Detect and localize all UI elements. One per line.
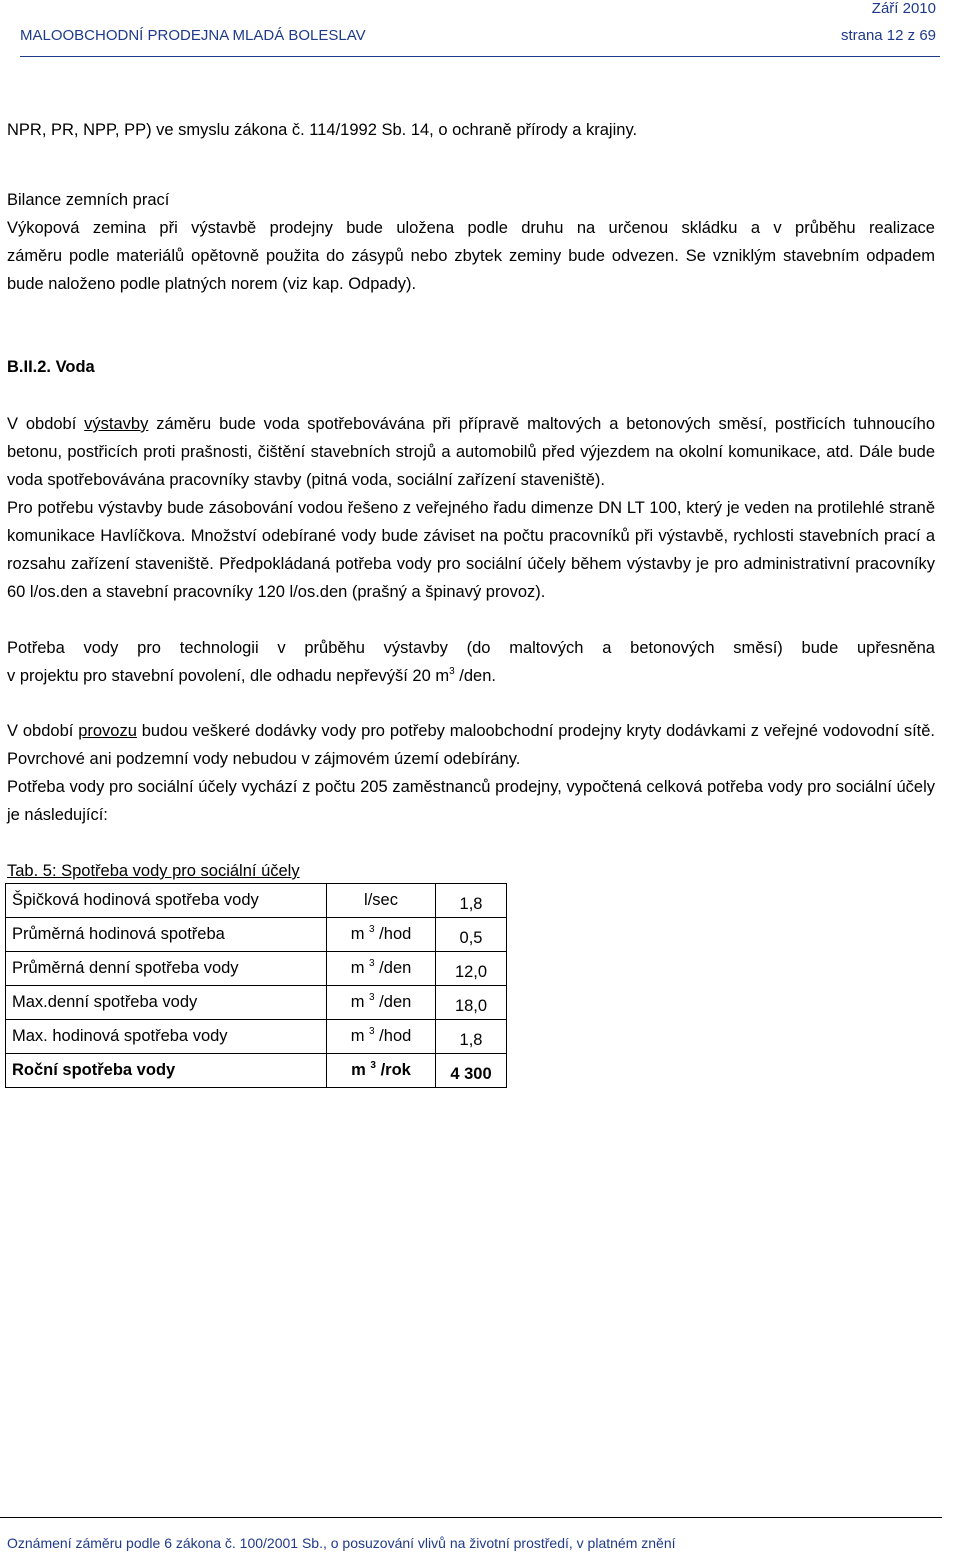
unit-text: m — [350, 959, 370, 977]
operation-p1-pre: V období — [7, 722, 79, 740]
value-text: 12,0 — [454, 963, 488, 981]
construction-p1-pre: V období — [7, 415, 85, 433]
table-row — [6, 884, 507, 918]
table-row — [6, 952, 507, 986]
unit-superscript: 3 — [369, 924, 375, 935]
table-cell-label: Průměrná denní spotřeba vody — [6, 952, 327, 986]
table-caption — [7, 857, 300, 885]
table-cell-value — [436, 986, 507, 1020]
operation-paragraph-1 — [7, 717, 935, 773]
construction-paragraph-3-line2 — [7, 662, 935, 690]
unit-text: m — [351, 1061, 371, 1079]
table-row — [6, 1054, 507, 1088]
table-caption-text: Tab. 5: Spotřeba vody pro sociální účely — [7, 862, 300, 880]
earthworks-text-line1: Výkopová zemina při výstavbě prodejny bude uložena podle druhu na určenou skládku a v průběhu realizace — [7, 219, 935, 237]
table-cell-unit — [327, 1020, 436, 1054]
intro-line: NPR, PR, NPP, PP) ve smyslu zákona č. 114/1992 Sb. 14, o ochraně přírody a krajiny. — [7, 121, 638, 139]
unit-suffix: /den — [374, 959, 412, 977]
section-heading: B.II.2. Voda — [7, 358, 95, 376]
table-cell-unit — [327, 1054, 436, 1088]
table-row — [6, 1020, 507, 1054]
unit-superscript: 3 — [370, 1060, 376, 1071]
construction-p1-post: záměru bude voda spotřebovávána při přípravě maltových a betonových směsí, postřicích tuhnoucího betonu, postřicích proti prašnosti, čištění stavebních strojů a automobilů před výjezdem na okolní komunikace, atd. Dále bude voda spotřebovávána pracovníky stavby (pitná voda, sociální zařízení staveniště). — [7, 415, 936, 489]
construction-p1-underlined: výstavby — [84, 415, 149, 433]
unit-text: m — [350, 925, 370, 943]
header-divider — [20, 56, 940, 57]
footer-divider — [0, 1517, 942, 1518]
unit-suffix: /den — [374, 993, 412, 1011]
construction-paragraph-2: Pro potřebu výstavby bude zásobování vodou řešeno z veřejného řadu dimenze DN LT 100, který je veden na protilehlé straně komunikace Havlíčkova. Množství odebírané vody bude záviset na počtu pracovníků při výstavbě, rychlosti stavebních prací a rozsahu zařízení staveniště. Předpokládaná potřeba vody pro sociální účely během výstavby je pro administrativní pracovníky 60 l/os.den a stavební pracovníky 120 l/os.den (prašný a špinavý provoz). — [7, 499, 935, 601]
unit-superscript: 3 — [369, 1026, 375, 1037]
value-text: 1,8 — [459, 1031, 483, 1049]
table-cell-label: Špičková hodinová spotřeba vody — [6, 884, 327, 918]
operation-p1-underlined: provozu — [78, 722, 137, 740]
footer-text: Oznámení záměru podle 6 zákona č. 100/2001 Sb., o posuzování vlivů na životní prostředí, v platném znění — [7, 1535, 676, 1551]
unit-text: l/sec — [364, 891, 398, 909]
table-cell-unit — [327, 918, 436, 952]
value-text: 18,0 — [454, 997, 488, 1015]
unit-suffix: /rok — [375, 1061, 411, 1079]
header-page-number: strana 12 z 69 — [840, 27, 936, 44]
table-row — [6, 986, 507, 1020]
value-text: 0,5 — [459, 929, 483, 947]
table-row — [6, 918, 507, 952]
table-cell-value — [436, 918, 507, 952]
water-consumption-table — [5, 883, 507, 1088]
table-cell-unit — [327, 986, 436, 1020]
unit-superscript: 3 — [369, 992, 375, 1003]
table-cell-label: Průměrná hodinová spotřeba — [6, 918, 327, 952]
construction-paragraph-1 — [7, 410, 935, 494]
unit-suffix: /hod — [374, 1027, 412, 1045]
unit-text: m — [350, 993, 370, 1011]
unit-superscript: 3 — [369, 958, 375, 969]
header-company: MALOOBCHODNÍ PRODEJNA MLADÁ BOLESLAV — [20, 27, 366, 44]
unit-text: m — [350, 1027, 370, 1045]
table-cell-unit — [327, 884, 436, 918]
value-text: 1,8 — [459, 895, 483, 913]
construction-paragraph-3-line1: Potřeba vody pro technologii v průběhu výstavby (do maltových a betonových směsí) bude upřesněna — [7, 639, 935, 657]
table-cell-value — [436, 1020, 507, 1054]
table-cell-value — [436, 1054, 507, 1088]
table-cell-value — [436, 952, 507, 986]
construction-p3-pre: v projektu pro stavební povolení, dle odhadu nepřevýší 20 m — [7, 667, 450, 685]
earthworks-heading: Bilance zemních prací — [7, 191, 170, 209]
table-cell-value — [436, 884, 507, 918]
construction-p3-post: /den. — [454, 667, 496, 685]
table-cell-label: Max.denní spotřeba vody — [6, 986, 327, 1020]
table-cell-unit — [327, 952, 436, 986]
operation-p1-post: budou veškeré dodávky vody pro potřeby maloobchodní prodejny kryty dodávkami z veřejné vodovodní sítě. Povrchové ani podzemní vody nebudou v zájmovém území odebírány. — [7, 722, 935, 768]
earthworks-text: záměru podle materiálů opětovně použita do zásypů nebo zbytek zeminy bude odvezen. Se vzniklým stavebním odpadem bude naloženo podle platných norem (viz kap. Odpady). — [7, 247, 935, 293]
table-cell-label: Roční spotřeba vody — [6, 1054, 327, 1088]
operation-paragraph-2: Potřeba vody pro sociální účely vychází z počtu 205 zaměstnanců prodejny, vypočtená celková potřeba vody pro sociální účely je následující: — [7, 778, 935, 824]
construction-p3-sup: 3 — [449, 666, 455, 677]
value-text: 4 300 — [450, 1065, 492, 1083]
header-date: Září 2010 — [871, 0, 936, 17]
table-cell-label: Max. hodinová spotřeba vody — [6, 1020, 327, 1054]
unit-suffix: /hod — [374, 925, 412, 943]
